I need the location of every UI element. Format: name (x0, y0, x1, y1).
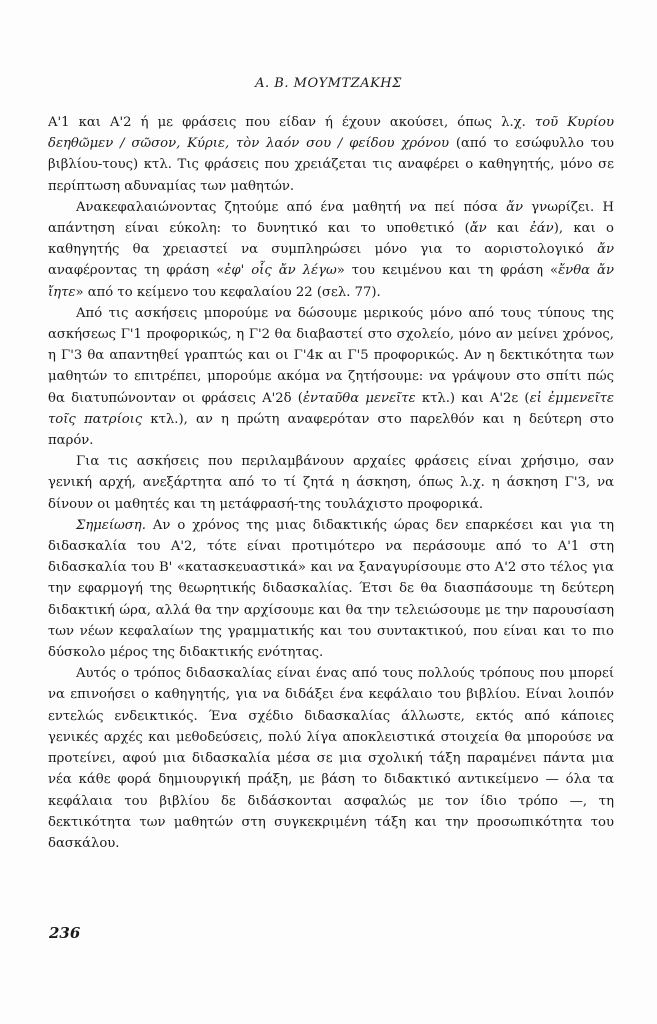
text-segment: Αυτός ο τρόπος διδασκαλίας είναι ένας από τους πολλούς τρόπους που μπορεί να επινοήσει ο καθηγητής, για να διδάξει ένα κεφάλαιο του βιβλίου. Είναι λοιπόν εντελώς ενδεικτικός. Ένα σχέδιο διδασκαλίας άλλωστε, εκτός από κάποιες γενικές αρχές και μεθοδεύσεις, πολύ λίγα αποκλειστικά στοιχεία θα μπορούσε να προτείνει, αφού μια διδασκαλία μέσα σε μια σχολική τάξη παραμένει πάντα μια νέα κάθε φορά δημιουργική πράξη, με βάση το διδακτικό αντικείμενο — όλα τα κεφάλαια του βιβλίου δε διδάσκονται ασφαλώς με τον ίδιο τρόπο —, τη δεκτικότητα των μαθητών στη συγκεκριμένη τάξη και την προσωπικότητα του δασκάλου. (48, 666, 614, 851)
italic-segment: ἄν (469, 221, 487, 237)
text-segment: ), και ο καθηγητής θα χρειαστεί να συμπληρώσει μόνο για το αοριστολογικό (48, 221, 614, 258)
italic-segment: ἐάν (529, 221, 554, 237)
text-segment: (από το εσώφυλλο του βιβλίου-τους) κτλ. Τις φράσεις που χρειάζεται τις αναφέρει ο καθηγητής, μόνο σε περίπτωση αδυναμίας των μαθητών. (48, 136, 614, 194)
italic-segment: εἰ ἐμμενεῖτε τοῖς πατρίοις (48, 390, 614, 427)
italic-segment: ἄν (506, 199, 524, 215)
page-number: 236 (49, 924, 81, 942)
text-segment: » του κειμένου και τη φράση « (336, 263, 559, 279)
text-segment: Αν ο χρόνος της μιας διδακτικής ώρας δεν επαρκέσει και για τη διδασκαλία του Α'2, τότε είναι προτιμότερο να περάσουμε από το Α'1 στη διδασκαλία του Β' «κατασκευαστικά» και να ξαναγυρίσουμε στο Α'2 στο τέλος για την εφαρμογή της θεωρητικής διδασκαλίας. Έτσι δε θα διασπάσουμε τη δεύτερη διδακτική ώρα, αλλά θα την αρχίσουμε και θα την τελειώσουμε με την παρουσίαση των νέων κεφαλαίων της γραμματικής και του συντακτικού, που είναι και το πιο δύσκολο μέρος της διδακτικής ενότητας. (48, 517, 614, 661)
text-segment: Για τις ασκήσεις που περιλαμβάνουν αρχαίες φράσεις είναι χρήσιμο, σαν γενική αρχή, ανεξάρτητα από το τί ζητά η άσκηση, όπως λ.χ. η άσκηση Γ'3, να δίνουν οι μαθητές και τη μετάφρασή-της τουλάχιστο προφορικά. (48, 454, 614, 512)
body-text (48, 112, 614, 854)
text-segment: » από το κείμενο του κεφαλαίου 22 (σελ. 77). (75, 284, 381, 300)
italic-segment: ἐφ' οἷς ἄν λέγω (224, 263, 337, 279)
paragraph (48, 663, 614, 854)
text-segment: γνωρίζει. Η απάντηση είναι εύκολη: το δυνητικό και το υποθετικό ( (48, 199, 614, 237)
text-segment: Α'1 και Α'2 ή με φράσεις που είδαν ή έχουν ακούσει, όπως λ.χ. (48, 115, 535, 130)
paragraph (48, 197, 614, 303)
italic-segment: Σημείωση. (76, 517, 146, 533)
paragraph (48, 515, 614, 663)
text-segment: κτλ.), αν η πρώτη αναφερόταν στο παρελθόν και η δεύτερη στο παρόν. (48, 411, 614, 449)
paragraph (48, 112, 614, 197)
text-segment: Από τις ασκήσεις μπορούμε να δώσουμε μερικούς μόνο από τους τύπους της ασκήσεως Γ'1 προφορικώς, η Γ'2 θα διαβαστεί στο σχολείο, μόνο αν μείνει χρόνος, η Γ'3 θα απαντηθεί γραπτώς και οι Γ'4κ αι Γ'5 προφορικώς. Αν η δεκτικότητα των μαθητών το επιτρέπει, μπορούμε ακόμα να ζητήσουμε: να γράψουν στο σπίτι πώς θα διατυπώνονταν οι φράσεις Α'2δ ( (48, 305, 614, 406)
text-segment: και (486, 221, 530, 237)
text-segment: Ανακεφαλαιώνοντας ζητούμε από ένα μαθητή να πεί πόσα (76, 199, 507, 215)
paragraph (48, 451, 614, 515)
text-segment: κτλ.) και Α'2ε ( (415, 390, 530, 406)
text-segment: αναφέροντας τη φράση « (48, 263, 225, 279)
italic-segment: ἔνθα ἄν ἴητε (48, 263, 614, 300)
italic-segment: τοῦ Κυρίου δεηθῶμεν / σῶσον, Κύριε, τὸν λαόν σου / φείδου χρόνου (48, 115, 614, 152)
italic-segment: ἐνταῦθα μενεῖτε (302, 390, 416, 406)
running-head: Α. Β. ΜΟΥΜΤΖΑΚΗΣ (255, 76, 402, 91)
paragraph (48, 303, 614, 451)
italic-segment: ἄν (597, 242, 614, 258)
